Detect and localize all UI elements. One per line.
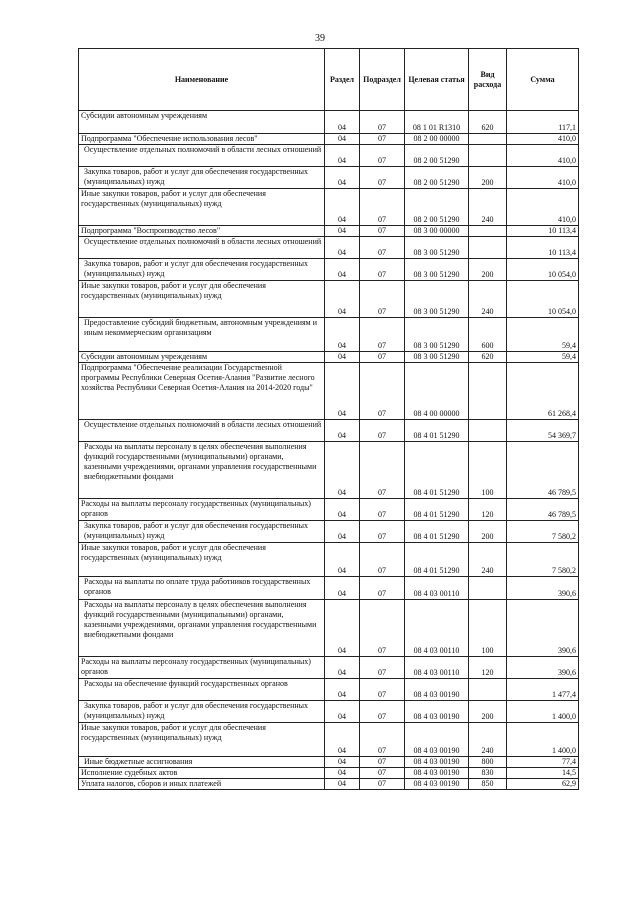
cell-name: Расходы на обеспечение функций государственных органов: [79, 679, 325, 701]
cell-summa: 10 054,0: [507, 259, 579, 281]
cell-name: Подпрограмма "Обеспечение реализации Государственной программы Республики Северная Осетия-Алания "Развитие лесного хозяйства Республики Северная Осетия-Алания на 2014-2020 годы": [79, 363, 325, 420]
cell-summa: 10 113,4: [507, 237, 579, 259]
cell-razdel: 04: [325, 281, 360, 318]
cell-podrazdel: 07: [360, 600, 405, 657]
cell-celevaya: 08 4 03 00110: [405, 600, 469, 657]
cell-podrazdel: 07: [360, 543, 405, 577]
cell-celevaya: 08 3 00 51290: [405, 281, 469, 318]
cell-summa: 46 789,5: [507, 499, 579, 521]
table-row: [79, 779, 579, 790]
cell-vid: 200: [469, 259, 507, 281]
header-name: Наименование: [79, 49, 325, 111]
cell-celevaya: 08 3 00 51290: [405, 318, 469, 352]
cell-name: Подпрограмма "Обеспечение использования лесов": [79, 134, 325, 145]
cell-name: Исполнение судебных актов: [79, 768, 325, 779]
cell-razdel: 04: [325, 259, 360, 281]
page-number: 39: [315, 33, 325, 44]
cell-razdel: 04: [325, 134, 360, 145]
cell-vid: 100: [469, 600, 507, 657]
cell-summa: 410,0: [507, 189, 579, 226]
cell-name: Уплата налогов, сборов и иных платежей: [79, 779, 325, 790]
cell-name: Иные закупки товаров, работ и услуг для обеспечения государственных (муниципальных) нужд: [79, 543, 325, 577]
cell-podrazdel: 07: [360, 167, 405, 189]
table-row: [79, 281, 579, 318]
table-row: [79, 442, 579, 499]
cell-summa: 54 369,7: [507, 420, 579, 442]
cell-celevaya: 08 4 03 00190: [405, 757, 469, 768]
cell-razdel: 04: [325, 352, 360, 363]
cell-vid: [469, 145, 507, 167]
cell-podrazdel: 07: [360, 237, 405, 259]
cell-vid: [469, 577, 507, 600]
cell-podrazdel: 07: [360, 145, 405, 167]
cell-vid: [469, 679, 507, 701]
cell-name: Подпрограмма "Воспроизводство лесов": [79, 226, 325, 237]
cell-podrazdel: 07: [360, 701, 405, 723]
cell-name: Субсидии автономным учреждениям: [79, 352, 325, 363]
cell-name: Предоставление субсидий бюджетным, автономным учреждениям и иным некоммерческим организациям: [79, 318, 325, 352]
table-row: [79, 701, 579, 723]
cell-name: Закупка товаров, работ и услуг для обеспечения государственных (муниципальных) нужд: [79, 167, 325, 189]
cell-name: Субсидии автономным учреждениям: [79, 111, 325, 134]
table-row: [79, 237, 579, 259]
cell-vid: 830: [469, 768, 507, 779]
header-vid: Вид расхода: [469, 49, 507, 111]
cell-celevaya: 08 4 03 00190: [405, 768, 469, 779]
cell-name: Расходы на выплаты персоналу в целях обеспечения выполнения функций государственными (муниципальными) органами, казенными учреждениями, органами управления государственными внебюджетными фондами: [79, 442, 325, 499]
cell-celevaya: 08 4 03 00190: [405, 701, 469, 723]
cell-name: Иные закупки товаров, работ и услуг для обеспечения государственных (муниципальных) нужд: [79, 281, 325, 318]
cell-name: Закупка товаров, работ и услуг для обеспечения государственных (муниципальных) нужд: [79, 259, 325, 281]
cell-summa: 117,1: [507, 111, 579, 134]
cell-celevaya: 08 3 00 51290: [405, 352, 469, 363]
table-row: [79, 259, 579, 281]
cell-vid: 850: [469, 779, 507, 790]
cell-summa: 46 789,5: [507, 442, 579, 499]
cell-summa: 1 400,0: [507, 723, 579, 757]
table-row: [79, 420, 579, 442]
cell-vid: 800: [469, 757, 507, 768]
header-podrazdel: Подраздел: [360, 49, 405, 111]
cell-razdel: 04: [325, 167, 360, 189]
table-row: [79, 363, 579, 420]
cell-podrazdel: 07: [360, 499, 405, 521]
cell-razdel: 04: [325, 442, 360, 499]
header-summa: Сумма: [507, 49, 579, 111]
table-row: [79, 543, 579, 577]
cell-podrazdel: 07: [360, 134, 405, 145]
cell-summa: 59,4: [507, 318, 579, 352]
table-row: [79, 679, 579, 701]
cell-vid: 200: [469, 701, 507, 723]
cell-celevaya: 08 4 03 00110: [405, 577, 469, 600]
cell-name: Расходы на выплаты персоналу в целях обеспечения выполнения функций государственными (муниципальными) органами, казенными учреждениями, органами управления государственными внебюджетными фондами: [79, 600, 325, 657]
cell-celevaya: 08 2 00 51290: [405, 145, 469, 167]
cell-name: Иные бюджетные ассигнования: [79, 757, 325, 768]
cell-name: Иные закупки товаров, работ и услуг для обеспечения государственных (муниципальных) нужд: [79, 723, 325, 757]
table-row: [79, 600, 579, 657]
table-row: [79, 723, 579, 757]
cell-vid: 200: [469, 521, 507, 543]
cell-podrazdel: 07: [360, 723, 405, 757]
cell-podrazdel: 07: [360, 281, 405, 318]
cell-podrazdel: 07: [360, 442, 405, 499]
cell-summa: 390,6: [507, 600, 579, 657]
cell-name: Расходы на выплаты по оплате труда работников государственных органов: [79, 577, 325, 600]
table-row: [79, 768, 579, 779]
budget-table: [78, 48, 579, 790]
header-celevaya: Целевая статья: [405, 49, 469, 111]
cell-celevaya: 08 4 03 00110: [405, 657, 469, 679]
cell-razdel: 04: [325, 318, 360, 352]
table-row: [79, 499, 579, 521]
cell-celevaya: 08 4 03 00190: [405, 779, 469, 790]
cell-summa: 390,6: [507, 657, 579, 679]
table-row: [79, 145, 579, 167]
cell-celevaya: 08 2 00 51290: [405, 167, 469, 189]
cell-summa: 61 268,4: [507, 363, 579, 420]
cell-celevaya: 08 3 00 00000: [405, 226, 469, 237]
cell-name: Осуществление отдельных полномочий в области лесных отношений: [79, 237, 325, 259]
cell-razdel: 04: [325, 577, 360, 600]
cell-celevaya: 08 4 01 51290: [405, 442, 469, 499]
table-header-row: [79, 49, 579, 111]
cell-razdel: 04: [325, 145, 360, 167]
cell-podrazdel: 07: [360, 226, 405, 237]
cell-podrazdel: 07: [360, 577, 405, 600]
cell-vid: 240: [469, 281, 507, 318]
cell-summa: 62,9: [507, 779, 579, 790]
cell-celevaya: 08 4 03 00190: [405, 723, 469, 757]
cell-podrazdel: 07: [360, 318, 405, 352]
cell-vid: [469, 226, 507, 237]
table-row: [79, 189, 579, 226]
table-row: [79, 167, 579, 189]
cell-vid: 100: [469, 442, 507, 499]
cell-vid: 120: [469, 499, 507, 521]
cell-celevaya: 08 4 01 51290: [405, 543, 469, 577]
table-row: [79, 134, 579, 145]
cell-vid: 240: [469, 543, 507, 577]
cell-razdel: 04: [325, 499, 360, 521]
cell-celevaya: 08 4 01 51290: [405, 420, 469, 442]
table-row: [79, 226, 579, 237]
cell-summa: 7 580,2: [507, 543, 579, 577]
cell-summa: 390,6: [507, 577, 579, 600]
cell-podrazdel: 07: [360, 352, 405, 363]
cell-podrazdel: 07: [360, 363, 405, 420]
cell-razdel: 04: [325, 420, 360, 442]
cell-vid: [469, 134, 507, 145]
cell-celevaya: 08 2 00 00000: [405, 134, 469, 145]
cell-razdel: 04: [325, 363, 360, 420]
cell-vid: 120: [469, 657, 507, 679]
cell-name: Закупка товаров, работ и услуг для обеспечения государственных (муниципальных) нужд: [79, 521, 325, 543]
cell-summa: 1 477,4: [507, 679, 579, 701]
cell-razdel: 04: [325, 226, 360, 237]
cell-name: Расходы на выплаты персоналу государственных (муниципальных) органов: [79, 499, 325, 521]
cell-summa: 77,4: [507, 757, 579, 768]
cell-summa: 410,0: [507, 145, 579, 167]
cell-summa: 410,0: [507, 134, 579, 145]
cell-podrazdel: 07: [360, 657, 405, 679]
table-row: [79, 318, 579, 352]
table-body: [79, 111, 579, 790]
cell-vid: 620: [469, 352, 507, 363]
cell-name: Осуществление отдельных полномочий в области лесных отношений: [79, 145, 325, 167]
cell-name: Иные закупки товаров, работ и услуг для обеспечения государственных (муниципальных) нужд: [79, 189, 325, 226]
cell-summa: 10 054,0: [507, 281, 579, 318]
cell-summa: 10 113,4: [507, 226, 579, 237]
cell-summa: 1 400,0: [507, 701, 579, 723]
table-row: [79, 757, 579, 768]
cell-vid: [469, 363, 507, 420]
table-row: [79, 577, 579, 600]
cell-podrazdel: 07: [360, 757, 405, 768]
cell-vid: [469, 420, 507, 442]
cell-name: Закупка товаров, работ и услуг для обеспечения государственных (муниципальных) нужд: [79, 701, 325, 723]
cell-razdel: 04: [325, 768, 360, 779]
cell-celevaya: 08 3 00 51290: [405, 259, 469, 281]
table-row: [79, 111, 579, 134]
cell-summa: 59,4: [507, 352, 579, 363]
table-row: [79, 521, 579, 543]
cell-vid: 240: [469, 189, 507, 226]
cell-razdel: 04: [325, 657, 360, 679]
cell-vid: 240: [469, 723, 507, 757]
cell-razdel: 04: [325, 701, 360, 723]
cell-razdel: 04: [325, 600, 360, 657]
table-row: [79, 657, 579, 679]
cell-vid: 600: [469, 318, 507, 352]
cell-podrazdel: 07: [360, 111, 405, 134]
cell-name: Осуществление отдельных полномочий в области лесных отношений: [79, 420, 325, 442]
cell-podrazdel: 07: [360, 679, 405, 701]
cell-podrazdel: 07: [360, 521, 405, 543]
cell-celevaya: 08 1 01 R1310: [405, 111, 469, 134]
table-row: [79, 352, 579, 363]
cell-celevaya: 08 4 00 00000: [405, 363, 469, 420]
cell-razdel: 04: [325, 679, 360, 701]
cell-podrazdel: 07: [360, 189, 405, 226]
cell-celevaya: 08 4 01 51290: [405, 499, 469, 521]
cell-celevaya: 08 2 00 51290: [405, 189, 469, 226]
cell-summa: 14,5: [507, 768, 579, 779]
cell-podrazdel: 07: [360, 779, 405, 790]
cell-podrazdel: 07: [360, 768, 405, 779]
cell-razdel: 04: [325, 237, 360, 259]
cell-razdel: 04: [325, 521, 360, 543]
cell-podrazdel: 07: [360, 420, 405, 442]
cell-razdel: 04: [325, 757, 360, 768]
cell-razdel: 04: [325, 723, 360, 757]
cell-summa: 410,0: [507, 167, 579, 189]
cell-razdel: 04: [325, 111, 360, 134]
cell-celevaya: 08 4 03 00190: [405, 679, 469, 701]
cell-razdel: 04: [325, 543, 360, 577]
cell-vid: [469, 237, 507, 259]
cell-vid: 200: [469, 167, 507, 189]
cell-celevaya: 08 3 00 51290: [405, 237, 469, 259]
cell-vid: 620: [469, 111, 507, 134]
cell-summa: 7 580,2: [507, 521, 579, 543]
cell-name: Расходы на выплаты персоналу государственных (муниципальных) органов: [79, 657, 325, 679]
cell-podrazdel: 07: [360, 259, 405, 281]
cell-razdel: 04: [325, 189, 360, 226]
cell-razdel: 04: [325, 779, 360, 790]
header-razdel: Раздел: [325, 49, 360, 111]
cell-celevaya: 08 4 01 51290: [405, 521, 469, 543]
